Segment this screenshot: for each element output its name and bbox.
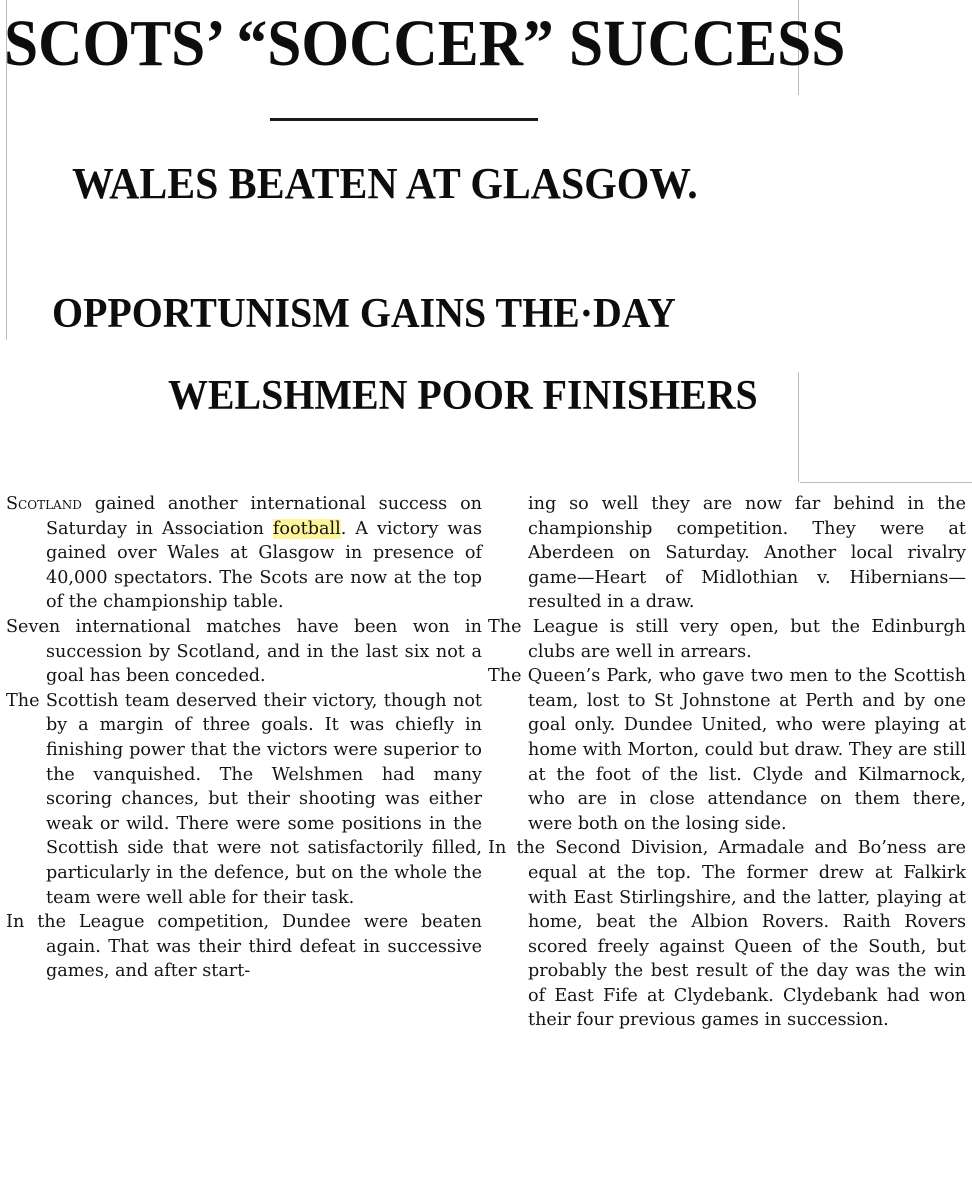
article-paragraph-4: In the League competition, Dundee were beaten again. That was their third defeat in successive games, and after start- — [6, 912, 482, 982]
article-paragraph-4-continued: ing so well they are now far behind in the championship competition. They were at Aberdeen on Saturday. Another local rivalry game—Heart of Midlothian v. Hibernians—resulted in a draw. — [528, 494, 966, 613]
highlighted-word: football — [272, 518, 341, 539]
article-paragraph-2: Seven international matches have been won in succession by Scotland, and in the last six not a goal has been conceded. — [6, 616, 482, 687]
paragraph-text: . A victory was gained over Wales at Glasgow in presence of 40,000 spectators. The Scots are now at the top of the championship table. — [46, 518, 482, 613]
article-column-left — [6, 492, 482, 984]
headline-sub: WALES BEATEN AT GLASGOW. — [72, 159, 698, 208]
headline-deck-1: OPPORTUNISM GAINS THE·DAY — [52, 291, 676, 337]
column-rule-right-mid — [798, 372, 799, 482]
headline-divider — [270, 118, 538, 121]
paragraph-text: gained another international success on Saturday in Association — [46, 494, 482, 539]
horizontal-rule-right — [800, 482, 972, 483]
article-paragraph-1 — [6, 492, 482, 615]
lead-word: Scotland — [6, 494, 82, 514]
article-column-right — [488, 492, 966, 1033]
article-paragraph-7: In the Second Division, Armadale and Bo’ness are equal at the top. The former drew at Falkirk with East Stirlingshire, and the latter, playing at home, beat the Albion Rovers. Raith Rovers scored freely against Queen of the South, but probably the best result of the day was the win of East Fife at Clydebank. Clydebank had won their four previous games in succession. — [488, 838, 966, 1031]
headline-main: SCOTS’ “SOCCER” SUCCESS — [4, 7, 846, 80]
article-paragraph-6: The Queen’s Park, who gave two men to the Scottish team, lost to St Johnstone at Perth and by one goal only. Dundee United, who were playing at home with Morton, could but draw. They are still at the foot of the list. Clyde and Kilmarnock, who are in close attendance on them there, were both on the losing side. — [488, 666, 966, 834]
article-paragraph-5: The League is still very open, but the Edinburgh clubs are well in arrears. — [488, 616, 966, 662]
article-paragraph-3: The Scottish team deserved their victory, though not by a margin of three goals. It was chiefly in finishing power that the victors were superior to the vanquished. The Welshmen had many scoring chances, but their shooting was either weak or wild. There were some positions in the Scottish side that were not satisfactorily filled, particularly in the defence, but on the whole the team were well able for their task. — [6, 690, 482, 908]
headline-deck-2: WELSHMEN POOR FINISHERS — [168, 373, 758, 419]
